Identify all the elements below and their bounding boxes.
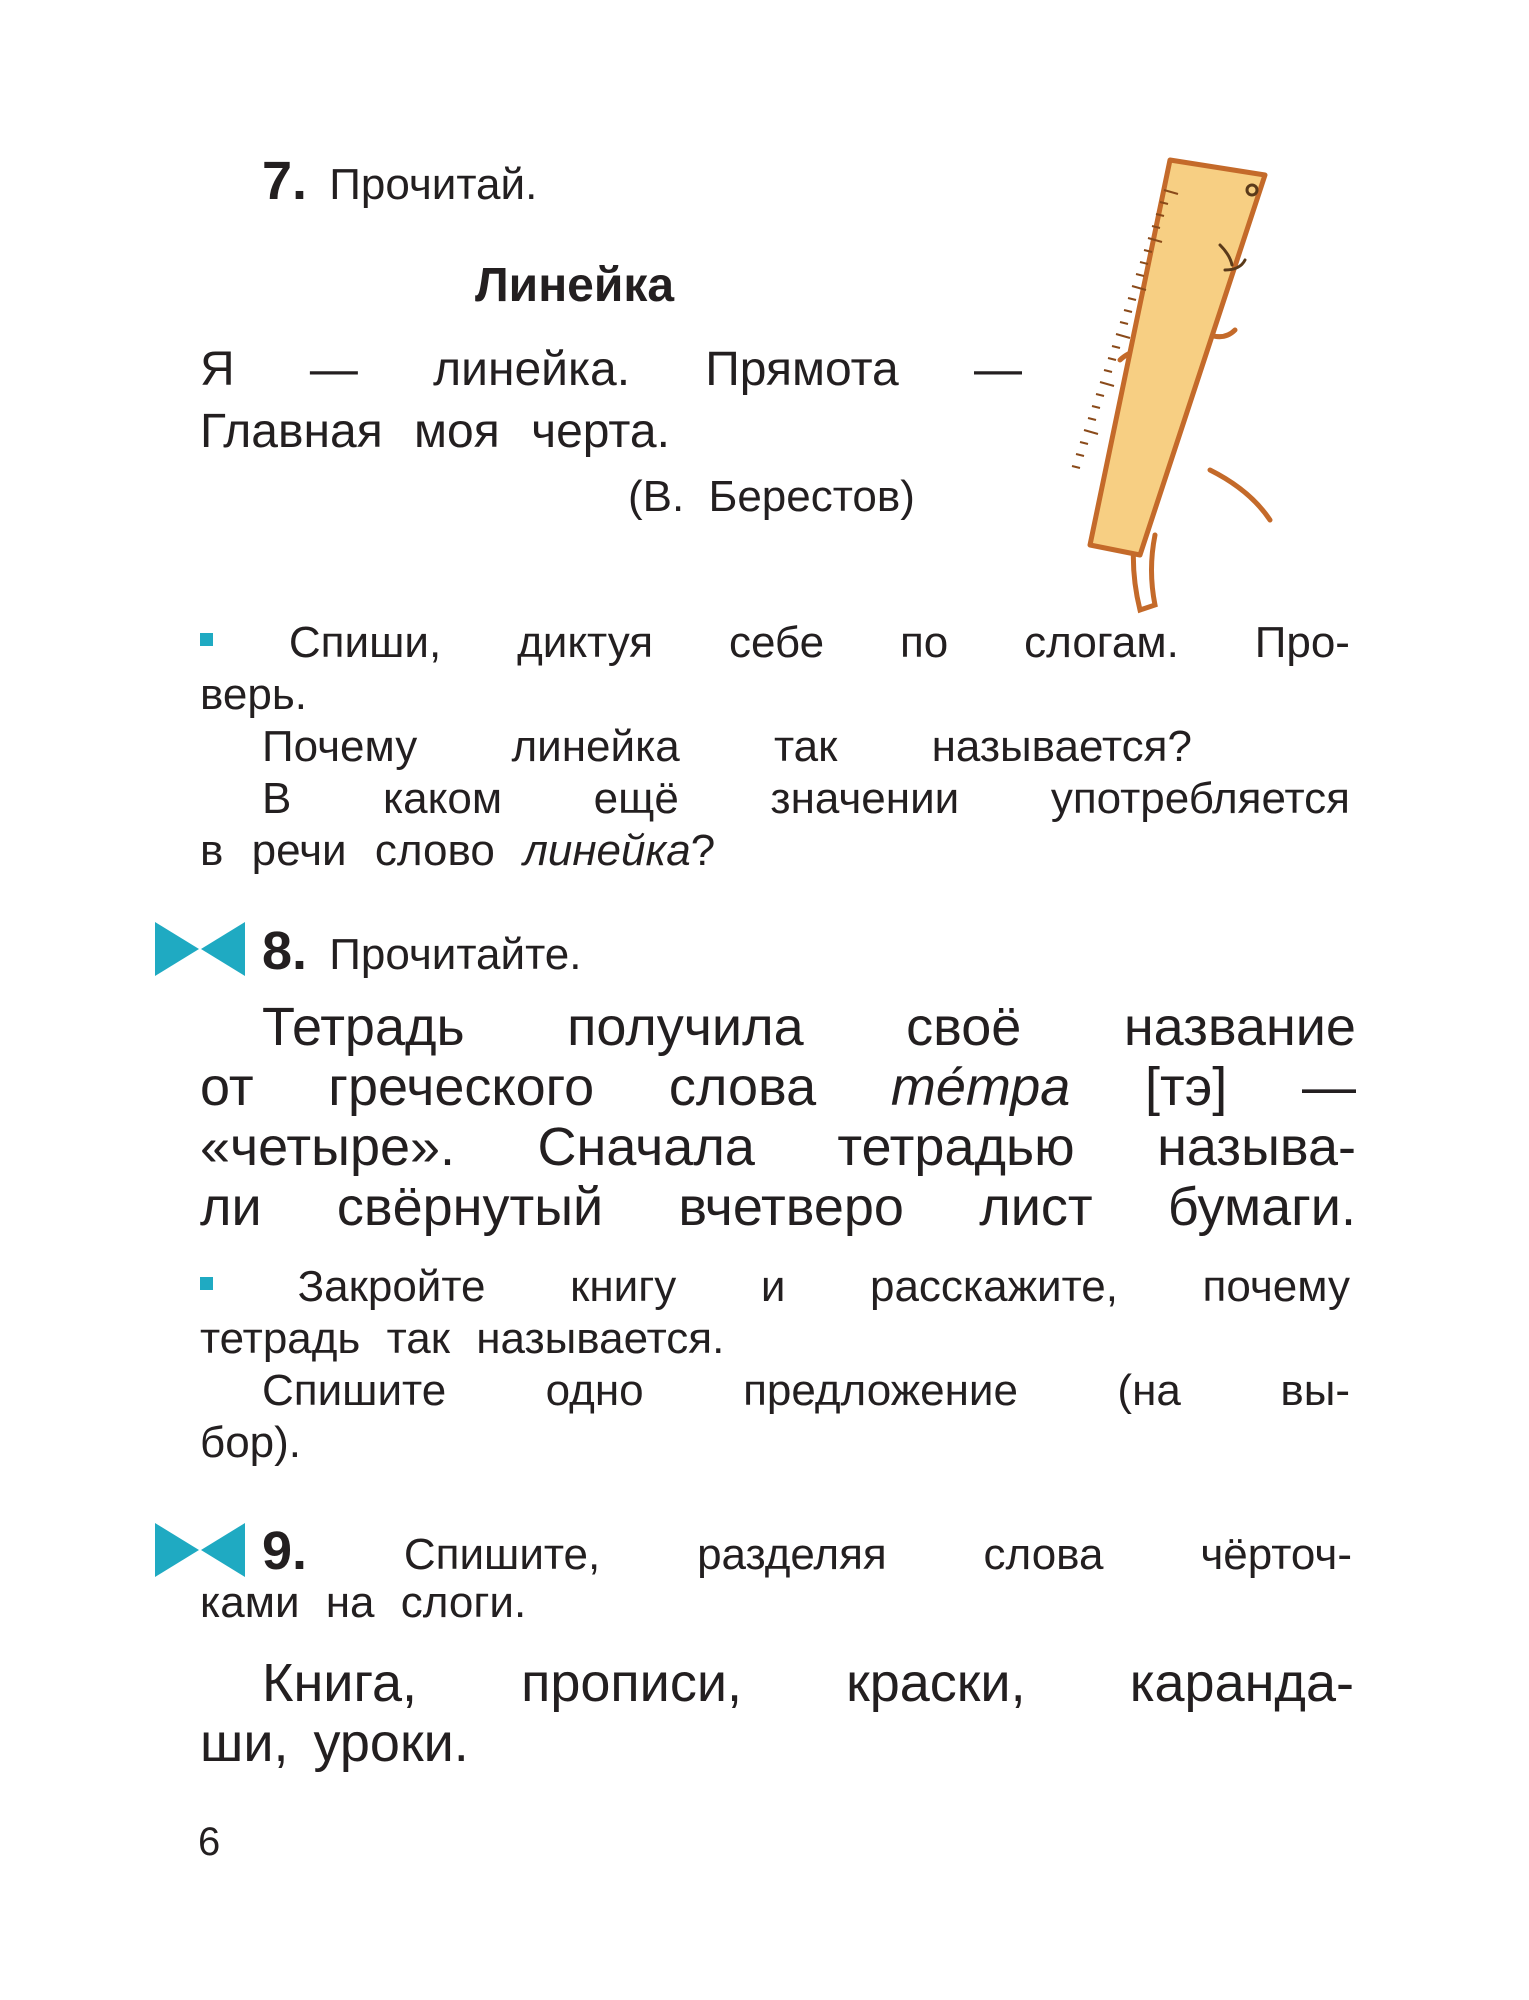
text-word: свёрнутый xyxy=(336,1177,604,1237)
task-word: предложение xyxy=(743,1366,1018,1415)
poem-title: Линейка xyxy=(475,259,675,312)
task-word-italic: линейка xyxy=(523,826,691,875)
task-word: вы- xyxy=(1280,1366,1350,1415)
poem-word: моя xyxy=(414,405,500,458)
word-item: краски, xyxy=(846,1653,1026,1713)
exercise-number: 7. xyxy=(262,151,308,211)
task-word: речи xyxy=(251,826,347,875)
task-word: Про- xyxy=(1254,618,1350,667)
task-word: слогам. xyxy=(1024,618,1179,667)
task-word: Спишите xyxy=(262,1366,447,1415)
text-word: бумаги. xyxy=(1167,1177,1356,1237)
task-word: книгу xyxy=(570,1262,677,1311)
text-word: от xyxy=(200,1057,254,1117)
pair-work-bowtie-icon xyxy=(155,1523,245,1577)
task-word: себе xyxy=(728,618,825,667)
poem-author: (В. Берестов) xyxy=(628,472,915,521)
bullet-square-icon xyxy=(200,1277,213,1290)
task-word: расскажите, xyxy=(869,1262,1118,1311)
pair-work-bowtie-icon xyxy=(155,922,245,976)
exercise-7-heading xyxy=(262,150,537,212)
text-word: греческого xyxy=(328,1057,595,1117)
task8-line-3 xyxy=(262,1366,1350,1416)
poem-word: Я xyxy=(200,343,235,396)
poem-word: Прямота xyxy=(705,343,899,396)
text-word: вчетверо xyxy=(678,1177,904,1237)
poem-line-1 xyxy=(200,342,1022,397)
task-word: слово xyxy=(374,826,495,875)
task7-line-1 xyxy=(200,618,1350,668)
exercise-9-instruction-cont: ками на слоги. xyxy=(200,1578,527,1627)
exercise-instruction: Прочитай. xyxy=(329,160,538,209)
task-word: (на xyxy=(1117,1366,1181,1415)
text-word: своё xyxy=(906,997,1022,1057)
exercise-number: 8. xyxy=(262,921,308,981)
word-item: Книга, xyxy=(262,1653,417,1713)
poem-word: — xyxy=(973,343,1022,396)
task-word: Спиши, xyxy=(288,618,442,667)
task-punct: ? xyxy=(690,826,716,875)
text-word: называ- xyxy=(1157,1117,1356,1177)
text-word: тетрадью xyxy=(837,1117,1075,1177)
text-word-italic: те́тра xyxy=(890,1057,1071,1117)
exercise-instruction: Прочитайте. xyxy=(329,930,582,979)
text-word: — xyxy=(1302,1057,1356,1117)
word-item: каранда- xyxy=(1129,1653,1354,1713)
instruction-word: слова xyxy=(983,1530,1104,1579)
task-bullet xyxy=(200,618,213,668)
text8-line-1 xyxy=(262,996,1356,1058)
text-word: [тэ] xyxy=(1145,1057,1228,1117)
task-word: линейка xyxy=(511,722,680,771)
task-word: диктуя xyxy=(517,618,654,667)
task8-line-1 xyxy=(200,1262,1350,1312)
task-word: в xyxy=(200,826,224,875)
instruction-word: Спишите, xyxy=(403,1530,601,1579)
text-word: «четыре». xyxy=(200,1117,456,1177)
word-item: прописи, xyxy=(521,1653,742,1713)
task8-line-4: бор). xyxy=(200,1418,302,1467)
text-word: слова xyxy=(668,1057,817,1117)
poem-word: черта. xyxy=(531,405,670,458)
bullet-square-icon xyxy=(200,633,213,646)
task7-line-4 xyxy=(262,774,1350,824)
words9-line-2: ши, уроки. xyxy=(200,1713,469,1773)
task-word: одно xyxy=(545,1366,644,1415)
task-word: называется? xyxy=(931,722,1192,771)
task8-line-2: тетрадь так называется. xyxy=(200,1314,725,1363)
task-word: каком xyxy=(382,774,503,823)
instruction-word: чёрточ- xyxy=(1200,1530,1352,1579)
task-word: Закройте xyxy=(297,1262,486,1311)
task-word: ещё xyxy=(593,774,679,823)
text8-line-2 xyxy=(200,1056,1356,1118)
exercise-9-heading xyxy=(262,1520,1352,1582)
poem-line-2 xyxy=(200,404,670,459)
task7-line-3 xyxy=(262,722,1192,772)
ruler-character-icon xyxy=(1060,150,1320,620)
text8-line-4 xyxy=(200,1176,1356,1238)
task7-line-2: верь. xyxy=(200,670,307,719)
text-word: получила xyxy=(567,997,804,1057)
exercise-number: 9. xyxy=(262,1521,308,1581)
text-word: лист xyxy=(979,1177,1093,1237)
poem-word: линейка. xyxy=(433,343,631,396)
task-word: значении xyxy=(770,774,960,823)
instruction-word: разделяя xyxy=(697,1530,887,1579)
page-number: 6 xyxy=(198,1820,221,1864)
poem-word: — xyxy=(309,343,358,396)
poem-word: Главная xyxy=(200,405,383,458)
task-word: почему xyxy=(1202,1262,1350,1311)
task-word: так xyxy=(773,722,838,771)
words9-line-1 xyxy=(262,1652,1354,1714)
task-word: употребляется xyxy=(1050,774,1350,823)
text-word: Тетрадь xyxy=(262,997,465,1057)
task-word: Почему xyxy=(262,722,418,771)
task-word: и xyxy=(760,1262,786,1311)
ruler-body xyxy=(1090,160,1265,555)
task-bullet xyxy=(200,1262,213,1312)
task7-line-5 xyxy=(200,826,715,876)
text-word: название xyxy=(1123,997,1356,1057)
text-word: Сначала xyxy=(537,1117,755,1177)
task-word: В xyxy=(262,774,292,823)
exercise-8-heading xyxy=(262,920,581,982)
text-word: ли xyxy=(200,1177,262,1237)
text8-line-3 xyxy=(200,1116,1356,1178)
task-word: по xyxy=(899,618,949,667)
